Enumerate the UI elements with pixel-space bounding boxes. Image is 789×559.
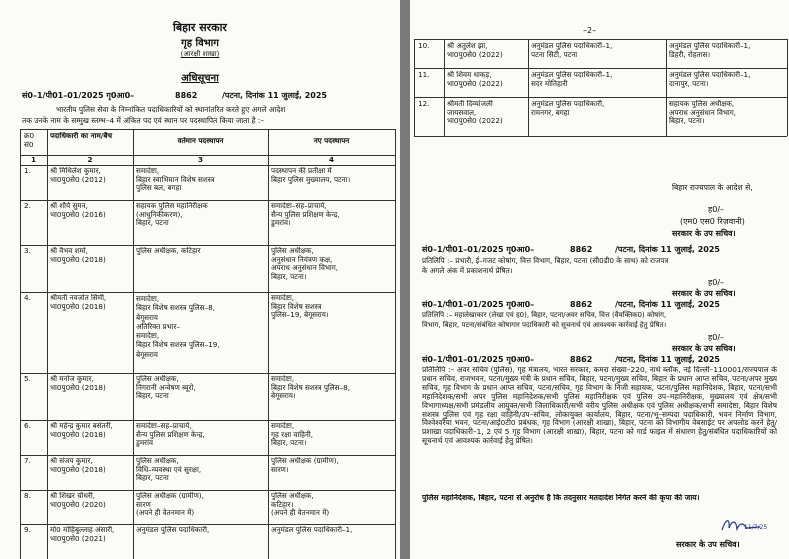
row-serial: 5. [24, 375, 31, 383]
place-date-4: /पटना, दिनांक 11 जुलाई, 2025 [615, 355, 720, 364]
officer-name: श्री शिखर चौधरी, भा0पु0से0 (2020) [50, 492, 106, 509]
memo-number: 8862 [175, 91, 198, 100]
current-posting: सहायक पुलिस महानिरीक्षक (आधुनिकीकरण), बिहार, पटना [136, 202, 208, 228]
place-date: /पटना, दिनांक 11 जुलाई, 2025 [222, 91, 327, 100]
officer-name: श्री अतुलेश झा, भा0पु0से0 (2022) [447, 42, 503, 59]
col-header-serial: क्र0 सं0 [24, 132, 35, 149]
new-posting: पुलिस अधीक्षक (ग्रामीण), सारण। [271, 457, 339, 474]
current-posting: पुलिस अधीक्षक, विधि–व्यवस्था एवं सुरक्षा, बिहार, पटना [136, 457, 202, 483]
copy-3-line-2: विभाग, बिहार, पटना/संबंधित कोषागार पदाधिकारी को सूचनार्थ एवं आवश्यक कार्रवाई हेतु प्रेषित। [422, 321, 667, 329]
table-rule [20, 165, 395, 166]
current-posting: पुलिस अधीक्षक, कटिहार [136, 247, 201, 255]
col-header-name: पदाधिकारी का नाम/बैच [50, 132, 113, 140]
order-line: बिहार राज्यपाल के आदेश से, [672, 183, 753, 192]
ref-number: सं0–1/पी01–01/2025 गृ0आ0– [22, 91, 135, 100]
table-rule [414, 97, 787, 98]
current-posting: अनुमंडल पुलिस पदाधिकारी, [136, 526, 210, 534]
memo-number-2: 8862 [570, 245, 593, 254]
memo-number-4: 8862 [570, 355, 593, 364]
current-posting: पुलिस अधीक्षक (ग्रामीण), सारण (अपने ही वेतनमान में) [136, 492, 204, 518]
ref-number-3: सं0–1/पी01–01/2025 गृ0आ0– [422, 300, 535, 309]
row-serial: 3. [24, 247, 31, 255]
table-rule [20, 200, 395, 201]
new-posting: समादेष्टा–सह–प्राचार्य, सैन्य पुलिस प्रशिक्षण केन्द्र, डुमरांव। [271, 202, 340, 228]
signature-mark-2: ह0/– [708, 278, 725, 287]
page-number: –2– [583, 26, 597, 35]
signature-mark-1: ह0/– [708, 205, 725, 214]
table-rule [528, 39, 529, 136]
table-rule [414, 39, 415, 136]
document-page-2 [410, 0, 789, 559]
table-rule [414, 136, 787, 137]
col-number: 3 [197, 156, 203, 164]
officer-name: श्रीमती नवजोत सिमी, भा0पु0से0 (2018) [50, 294, 107, 311]
new-posting: समादेष्टा, गृह रक्षा वाहिनी, बिहार, पटना। [271, 422, 314, 448]
new-posting: समादेष्टा, बिहार विशेष सशस्त्र पुलिस–8, बेगूसराय। [271, 375, 350, 401]
table-rule [133, 129, 134, 559]
copy-2-line-2: के अगले अंक में प्रकाशनार्थ प्रेषित। [422, 266, 513, 275]
row-serial: 12. [418, 100, 430, 108]
col-number: 4 [328, 156, 334, 164]
table-rule [414, 68, 787, 69]
signatory-title-3: सरकार के उप सचिव। [672, 344, 736, 353]
copy-3-line-1: प्रतिलिपि :– महालेखाकार (लेखा एवं ह0), बिहार, पटना/अवर सचिव, वित्त (वैयक्तिक0) कोषांग, [422, 311, 667, 319]
notification-title: अधिसूचना [181, 73, 219, 84]
table-rule [20, 420, 395, 421]
new-posting: पदस्थापन की प्रतीक्षा में बिहार पुलिस मुख्यालय, पटना। [271, 167, 351, 184]
place-date-3: /पटना, दिनांक 11 जुलाई, 2025 [615, 300, 720, 309]
new-posting: अनुमंडल पुलिस पदाधिकारी–1, डिहरी, रोहतास। [669, 42, 751, 59]
intro-line-2: तक उनके नाम के सम्मुख स्तम्भ–4 में अंकित पद एवं स्थान पर पदस्थापित किया जाता है :– [22, 116, 265, 125]
final-signatory-title: सरकार के उप सचिव। [676, 540, 740, 549]
officer-name: श्री वैभव शर्मा, भा0पु0से0 (2018) [50, 247, 106, 264]
current-posting: समादेष्टा–सह–प्राचार्य, सैन्य पुलिस प्रशिक्षण केन्द्र, डुमरांव [136, 422, 205, 448]
current-posting: अनुमंडल पुलिस पदाधिकारी–1, पटना सिटी, पटना [531, 42, 613, 59]
table-rule [20, 455, 395, 456]
intro-line-1: भारतीय पुलिस सेवा के निम्नांकित पदाधिकारियों को स्थानांतरित करते हुए अगले आदेश [56, 105, 286, 114]
col-number: 1 [30, 156, 36, 164]
branch-header: (आरक्षी शाखा) [180, 50, 220, 58]
officer-name: श्रीमती दिव्यांजली जायसवाल, भा0पु0से0 (2022) [447, 100, 503, 126]
new-posting: अनुमंडल पुलिस पदाधिकारी–1, दानापुर, पटना। [669, 71, 751, 88]
table-rule [20, 490, 395, 491]
place-date-2: /पटना, दिनांक 11 जुलाई, 2025 [615, 245, 720, 254]
row-serial: 4. [24, 294, 31, 302]
officer-name: श्री मिथिलेश कुमार, भा0पु0से0 (2012) [50, 167, 106, 184]
new-posting: पुलिस अधीक्षक, कटिहार। (अपने ही वेतनमान में) [271, 492, 330, 518]
row-serial: 7. [24, 457, 31, 465]
new-posting: पुलिस अधीक्षक, अनुसंधान नियंत्रण कक्ष, अपराध अनुसंधान विभाग, बिहार, पटना। [271, 247, 339, 281]
row-serial: 9. [24, 526, 31, 534]
table-rule [20, 129, 395, 130]
memo-number-3: 8862 [570, 300, 593, 309]
current-posting: अनुमंडल पुलिस पदाधिकारी, रामनगर, बगहा [531, 100, 605, 117]
distribution-paragraph: प्रतिलिपि :– अवर सचिव (पुलिस), गृह मंत्रालय, भारत सरकार, कमरा संख्या–220, नार्थ ब्लॉक, नई दिल्ली–110001/राज्यपाल के प्रधान सचिव, राजभवन, पटना/मुख्य मंत्री के प्रधान सचिव, बिहार, पटना/मुख्य सचिव, बिहार के प्रधान आप्त सचिव, पटना/अपर मुख्य सचिव, गृह विभाग के प्रधान आप्त सचिव, पटना/सचिव, गृह विभाग के निजी सहायक, पटना/पुलिस महानिदेशक, बिहार, पटना/सभी महानिदेशक/सभी अपर पुलिस महानिदेशक/सभी पुलिस महानिरीक्षक एवं पुलिस उप–महानिरीक्षक, मुख्यालय एवं क्षेत्र/सभी विभागाध्यक्ष/सभी प्रमंडलीय आयुक्त/सभी जिलाधिकारी/सभी वरीय पुलिस अधीक्षक एवं पुलिस अधीक्षक/सभी समादेष्टा, बिहार विशेष सशस्त्र पुलिस एवं गृह रक्षा वाहिनी/उप–सचिव, लोकायुक्त कार्यालय, बिहार, पटना/भू–सम्पदा पदाधिकारी, भवन निर्माण विभाग, विश्वेश्वरैया भवन, पटना/आई0टी0 प्रबंधक, गृह विभाग (आरक्षी शाखा), बिहार, पटना को विभागीय वेबसाईट पर अपलोड करने हेतु/प्रशाखा पदाधिकारी–1, 2 एवं 5 गृह विभाग (आरक्षी शाखा), बिहार, पटना को गार्ड फाइल में संधारण हेतु/संबंधित पदाधिकारियों को सूचनार्थ एवं आवश्यक कार्रवाई हेतु प्रेषित। [422, 366, 777, 446]
table-rule [444, 39, 445, 136]
table-rule [395, 129, 396, 559]
officer-name: श्री महेन्द्र कुमार बसंतरी, भा0पु0से0 (2018) [50, 422, 113, 439]
table-rule [20, 373, 395, 374]
signatory-title-1: सरकार के उप सचिव। [672, 229, 736, 238]
officer-name: मो0 मोहिबुल्लाह अंसारी, भा0पु0से0 (2021) [50, 526, 115, 543]
col-header-current: वर्तमान पदस्थापन [177, 137, 224, 145]
table-rule [414, 39, 787, 40]
row-serial: 2. [24, 202, 31, 210]
new-posting: सहायक पुलिस अधीक्षक, अपराध अनुसंधान विभाग, बिहार, पटना। [669, 100, 737, 126]
request-paragraph: पुलिस महानिदेशक, बिहार, पटना से अनुरोध है कि तदनुसार मतदादेश निर्गत करने की कृपा की जाय। [422, 494, 700, 502]
ref-number-2: सं0–1/पी01–01/2025 गृ0आ0– [422, 245, 535, 254]
row-serial: 8. [24, 492, 31, 500]
row-serial: 11. [418, 71, 430, 79]
government-header: बिहार सरकार [173, 21, 227, 34]
table-rule [20, 524, 395, 525]
signatory-title-2: सरकार के उप सचिव। [672, 289, 736, 298]
col-number: 2 [87, 156, 93, 164]
new-posting: समादेष्टा, बिहार विशेष सशस्त्र पुलिस–19, बेगूसराय। [271, 294, 329, 320]
signatory-name: (एम0 एस0 रिज़वानी) [680, 217, 745, 226]
table-rule [268, 129, 269, 559]
table-rule [20, 292, 395, 293]
row-serial: 6. [24, 422, 31, 430]
department-header: गृह विभाग [181, 38, 219, 49]
officer-name: श्री शौर्य सुमन, भा0पु0से0 (2016) [50, 202, 106, 219]
officer-name: श्री संजय कुमार, भा0पु0से0 (2018) [50, 457, 106, 474]
copy-2-line-1: प्रतिलिपि :– प्रभारी, ई–गजट कोषांग, वित्त विभाग, बिहार, पटना (सी0डी0 के साथ) को राजपत्र [422, 256, 669, 265]
table-rule [20, 245, 395, 246]
col-header-new: नए पदस्थापन [313, 137, 350, 145]
signature-mark-3: ह0/– [708, 333, 725, 342]
current-posting: पुलिस अधीक्षक, निगरानी अन्वेषण ब्यूरो, बिहार, पटना [136, 375, 196, 401]
table-rule [20, 129, 21, 559]
table-rule [666, 39, 667, 136]
row-serial: 1. [24, 167, 31, 175]
ref-number-4: सं0–1/पी01–01/2025 गृ0आ0– [422, 355, 535, 364]
officer-name: श्री मनोज कुमार, भा0पु0से0 (2018) [50, 375, 106, 392]
signature-date: 11/7/25 [744, 524, 768, 531]
current-posting: अनुमंडल पुलिस पदाधिकारी–1, सदर मोतिहारी [531, 71, 613, 88]
current-posting: समादेष्टा, बिहार विशेष सशस्त्र पुलिस–8, बेगूसराय अतिरिक्त प्रभार– समादेष्टा, बिहार विशेष सशस्त्र पुलिस–19, बेगूसराय [136, 294, 220, 359]
officer-name: श्री शिवम धाकड़, भा0पु0से0 (2022) [447, 71, 503, 88]
current-posting: समादेष्टा, बिहार स्वाभिमान विशेष सशस्त्र पुलिस बल, बगहा [136, 167, 215, 193]
row-serial: 10. [418, 42, 430, 50]
table-rule [47, 129, 48, 559]
table-rule [787, 39, 788, 136]
table-rule [20, 155, 395, 156]
new-posting: अनुमंडल पुलिस पदाधिकारी–1, [271, 526, 353, 534]
